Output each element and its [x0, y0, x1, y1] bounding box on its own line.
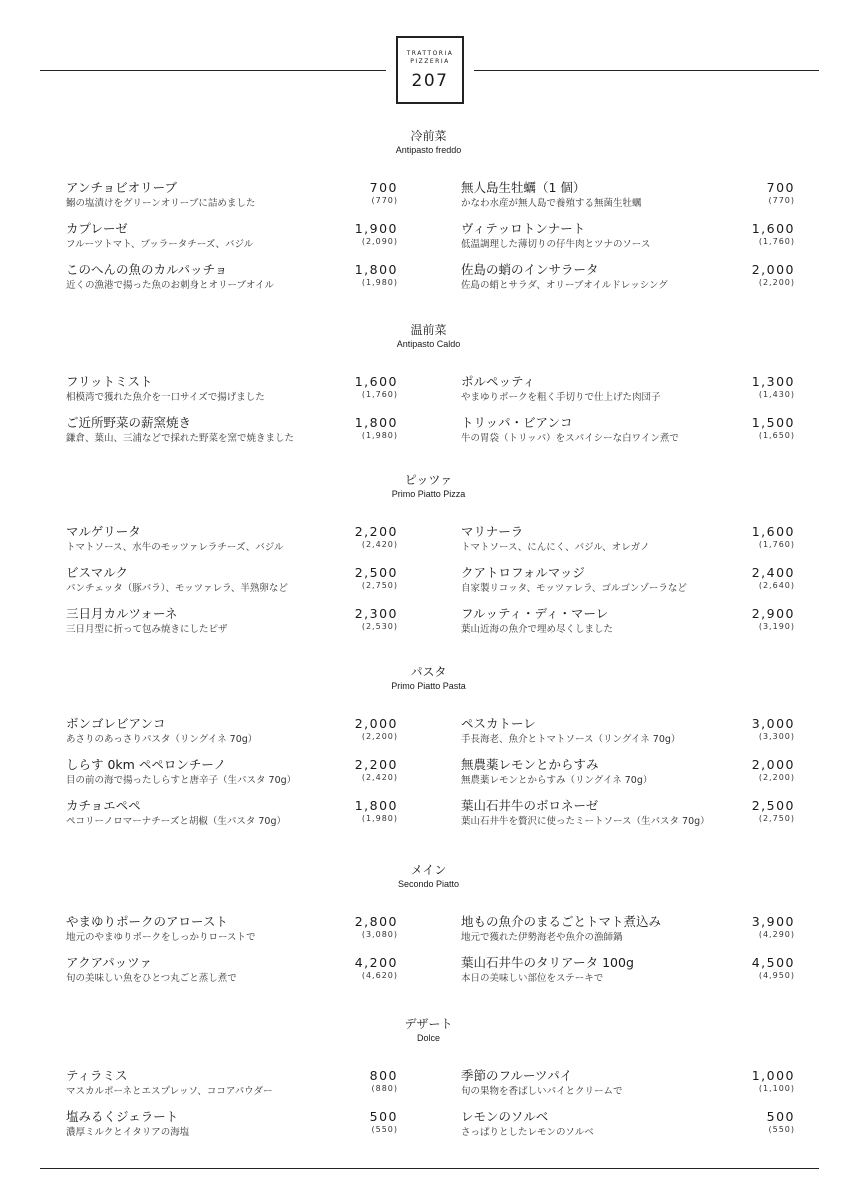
- menu-item: [66, 262, 398, 292]
- menu-item: [461, 180, 795, 210]
- menu-item-price: 2,200: [354, 757, 398, 772]
- menu-item-price-with-tax: (550): [371, 1125, 398, 1134]
- menu-item-name: 地もの魚介のまるごとトマト煮込み: [461, 914, 662, 929]
- menu-item-name: トリッパ・ビアンコ: [461, 415, 573, 430]
- menu-item-description: 手長海老、魚介とトマトソース（リングイネ 70g）: [461, 734, 681, 745]
- section-title-en: Dolce: [416, 1033, 440, 1043]
- logo-line-2: PIZZERIA: [410, 58, 450, 65]
- menu-item-price-with-tax: (2,750): [361, 581, 398, 590]
- menu-item-price-with-tax: (1,980): [361, 278, 398, 287]
- menu-item-name: カチョエペペ: [66, 798, 141, 813]
- menu-item: [66, 524, 398, 554]
- menu-item-price-with-tax: (1,650): [758, 431, 795, 440]
- header-rule-left: [40, 70, 386, 71]
- menu-item-name: やまゆりポークのアロースト: [66, 914, 228, 929]
- menu-item-price-with-tax: (1,760): [758, 237, 795, 246]
- menu-item-name: 無人島生牡蠣（1 個）: [461, 180, 586, 195]
- menu-item-price-with-tax: (2,750): [758, 814, 795, 823]
- menu-item-name: ヴィテッロトンナート: [461, 221, 586, 236]
- menu-item-price-with-tax: (2,200): [758, 278, 795, 287]
- menu-item-description: 低温調理した薄切りの仔牛肉とツナのソース: [461, 239, 651, 250]
- menu-item-price: 2,800: [354, 914, 398, 929]
- menu-item-description: 葉山石井牛を贅沢に使ったミートソース（生パスタ 70g）: [461, 816, 710, 827]
- menu-item-description: ペコリーノロマーナチーズと胡椒（生パスタ 70g）: [66, 816, 286, 827]
- menu-item-name: フリットミスト: [66, 374, 153, 389]
- menu-item-price: 2,400: [751, 565, 795, 580]
- menu-item-description: やまゆりポークを粗く手切りで仕上げた肉団子: [461, 392, 661, 403]
- section-title-en: Antipasto Caldo: [396, 339, 461, 349]
- menu-item-price-with-tax: (2,530): [361, 622, 398, 631]
- menu-item-price-with-tax: (550): [768, 1125, 795, 1134]
- menu-item-price-with-tax: (3,300): [758, 732, 795, 741]
- menu-item-name: 葉山石井牛のボロネーゼ: [461, 798, 599, 813]
- menu-item-price-with-tax: (1,760): [758, 540, 795, 549]
- menu-item-price: 1,600: [751, 524, 795, 539]
- menu-item-name: マリナーラ: [461, 524, 524, 539]
- menu-item: [461, 415, 795, 445]
- menu-item-price: 1,600: [354, 374, 398, 389]
- menu-item-description: さっぱりとしたレモンのソルベ: [461, 1127, 594, 1138]
- menu-item-description: 旬の果物を香ばしいパイとクリームで: [461, 1086, 623, 1097]
- menu-item-description: フルーツトマト、ブッラータチーズ、バジル: [66, 239, 254, 250]
- menu-item-price: 800: [369, 1068, 398, 1083]
- menu-item-price-with-tax: (1,980): [361, 431, 398, 440]
- menu-item-price: 2,000: [354, 716, 398, 731]
- menu-item-name: ティラミス: [66, 1068, 128, 1083]
- menu-item-price: 3,000: [751, 716, 795, 731]
- menu-item: [66, 1068, 398, 1098]
- section-title-en: Secondo Piatto: [397, 879, 460, 889]
- section-title-en: Antipasto freddo: [395, 145, 462, 155]
- menu-item-name: 季節のフルーツパイ: [461, 1068, 573, 1083]
- menu-item-price-with-tax: (880): [371, 1084, 398, 1093]
- section-title-jp: メイン: [410, 863, 447, 877]
- menu-item-name: レモンのソルベ: [461, 1109, 549, 1124]
- menu-item-price: 1,900: [354, 221, 398, 236]
- section-title-en: Primo Piatto Pizza: [391, 489, 466, 499]
- menu-item-name: アンチョビオリーブ: [66, 180, 178, 195]
- menu-item-price-with-tax: (4,620): [361, 971, 398, 980]
- section-title-jp: デザート: [404, 1017, 453, 1031]
- menu-item: [461, 757, 795, 787]
- menu-item: [66, 955, 398, 985]
- menu-item-description: 目の前の海で揚ったしらすと唐辛子（生パスタ 70g）: [66, 775, 297, 786]
- menu-item-description: かなわ水産が無人島で養殖する無菌生牡蠣: [461, 198, 642, 209]
- section-title-jp: 冷前菜: [410, 129, 447, 143]
- menu-item-description: 相模湾で獲れた魚介を一口サイズで揚げました: [66, 392, 265, 403]
- menu-item: [461, 374, 795, 404]
- menu-item-name: 三日月カルツォーネ: [66, 606, 178, 621]
- menu-item: [66, 565, 398, 595]
- menu-item-price-with-tax: (1,760): [361, 390, 398, 399]
- menu-item-description: 鰯の塩漬けをグリーンオリーブに詰めました: [66, 198, 256, 209]
- menu-item-name: このへんの魚のカルパッチョ: [66, 262, 228, 277]
- section-header: [0, 128, 857, 156]
- menu-item-price: 2,000: [751, 262, 795, 277]
- menu-item-name: ペスカトーレ: [461, 716, 536, 731]
- menu-item: [461, 1109, 795, 1139]
- menu-item-description: 旬の美味しい魚をひとつ丸ごと蒸し煮で: [66, 973, 237, 984]
- section-title-en: Primo Piatto Pasta: [391, 681, 466, 691]
- menu-item-price: 2,200: [354, 524, 398, 539]
- menu-item-description: 自家製リコッタ、モッツァレラ、ゴルゴンゾーラなど: [461, 583, 687, 594]
- menu-item: [66, 415, 398, 445]
- menu-item-price: 500: [369, 1109, 398, 1124]
- menu-item-price: 4,200: [354, 955, 398, 970]
- section-title-jp: ピッツァ: [404, 473, 453, 487]
- menu-item-name: カプレーゼ: [66, 221, 128, 236]
- header-rule-right: [474, 70, 819, 71]
- menu-item-price-with-tax: (4,950): [758, 971, 795, 980]
- menu-item: [66, 1109, 398, 1139]
- menu-item-price-with-tax: (1,980): [361, 814, 398, 823]
- menu-item-name: ビスマルク: [66, 565, 129, 580]
- menu-item-name: フルッティ・ディ・マーレ: [461, 606, 609, 621]
- menu-item-price-with-tax: (2,090): [361, 237, 398, 246]
- section-header: [0, 664, 857, 692]
- menu-item-description: あさりのあっさりパスタ（リングイネ 70g）: [66, 734, 258, 745]
- menu-item-name: 佐島の蛸のインサラータ: [461, 262, 599, 277]
- menu-item-name: アクアパッツァ: [66, 955, 153, 970]
- menu-item-name: マルゲリータ: [66, 524, 141, 539]
- menu-item: [461, 524, 795, 554]
- menu-item-price: 1,800: [354, 798, 398, 813]
- menu-item-price-with-tax: (2,420): [361, 540, 398, 549]
- menu-item-description: トマトソース、にんにく、バジル、オレガノ: [461, 542, 650, 553]
- menu-item-price: 1,800: [354, 415, 398, 430]
- menu-item-description: 無農薬レモンとからすみ（リングイネ 70g）: [461, 775, 653, 786]
- menu-item-price: 4,500: [751, 955, 795, 970]
- section-header: [0, 472, 857, 500]
- menu-item-description: 地元で獲れた伊勢海老や魚介の漁師鍋: [461, 932, 623, 943]
- menu-item-name: ご近所野菜の薪窯焼き: [66, 415, 192, 430]
- menu-item-price: 2,900: [751, 606, 795, 621]
- section-header: [0, 322, 857, 350]
- menu-item-name: ポルペッティ: [461, 374, 536, 389]
- section-title-jp: パスタ: [410, 665, 447, 679]
- menu-item: [66, 606, 398, 636]
- logo-number: 207: [411, 71, 449, 91]
- menu-item-price-with-tax: (770): [371, 196, 398, 205]
- menu-item-price: 2,500: [751, 798, 795, 813]
- menu-item-description: 鎌倉、葉山、三浦などで採れた野菜を窯で焼きました: [66, 433, 295, 444]
- menu-item-description: 濃厚ミルクとイタリアの海塩: [66, 1127, 190, 1138]
- menu-item-price-with-tax: (3,080): [361, 930, 398, 939]
- menu-item: [66, 914, 398, 944]
- menu-item-description: 近くの漁港で揚った魚のお刺身とオリーブオイル: [66, 280, 274, 291]
- menu-item-name: しらす 0km ペペロンチーノ: [66, 757, 227, 772]
- menu-item-price-with-tax: (2,200): [361, 732, 398, 741]
- menu-item-description: 本日の美味しい部位をステーキで: [461, 973, 604, 984]
- menu-item-description: マスカルポーネとエスプレッソ、ココアパウダー: [66, 1086, 273, 1097]
- menu-item-price: 2,300: [354, 606, 398, 621]
- menu-item: [66, 180, 398, 210]
- menu-item-description: パンチェッタ（豚バラ）、モッツァレラ、半熟卵など: [66, 583, 288, 594]
- menu-item-description: 牛の胃袋（トリッパ）をスパイシーな白ワイン煮で: [461, 433, 679, 444]
- menu-item-price-with-tax: (770): [768, 196, 795, 205]
- menu-item-description: 葉山近海の魚介で埋め尽くしました: [461, 624, 614, 635]
- section-title-jp: 温前菜: [410, 323, 447, 337]
- menu-item-description: 三日月型に折って包み焼きにしたピザ: [66, 624, 228, 635]
- menu-item: [66, 374, 398, 404]
- restaurant-logo: [396, 36, 464, 104]
- menu-item: [66, 757, 398, 787]
- menu-item-price-with-tax: (2,420): [361, 773, 398, 782]
- menu-item-price: 1,000: [751, 1068, 795, 1083]
- menu-item: [461, 262, 795, 292]
- menu-item-name: ボンゴレビアンコ: [66, 716, 166, 731]
- menu-item-price: 700: [369, 180, 398, 195]
- menu-item-price: 1,800: [354, 262, 398, 277]
- menu-item-price-with-tax: (4,290): [758, 930, 795, 939]
- menu-item-description: トマトソース、水牛のモッツァレラチーズ、バジル: [66, 542, 284, 553]
- menu-item: [461, 955, 795, 985]
- menu-item: [461, 606, 795, 636]
- menu-item-price: 700: [766, 180, 795, 195]
- menu-item-description: 佐島の蛸とサラダ、オリーブオイルドレッシング: [461, 280, 668, 291]
- menu-item: [461, 1068, 795, 1098]
- menu-item-description: 地元のやまゆりポークをしっかりローストで: [66, 932, 256, 943]
- section-header: [0, 1016, 857, 1044]
- menu-item-name: 塩みるくジェラート: [66, 1109, 179, 1124]
- menu-item-price: 1,300: [751, 374, 795, 389]
- logo-line-1: TRATTORIA: [406, 50, 454, 57]
- menu-item-price: 500: [766, 1109, 795, 1124]
- menu-item: [66, 221, 398, 251]
- menu-item-price: 2,500: [354, 565, 398, 580]
- menu-item: [66, 798, 398, 828]
- menu-item: [461, 716, 795, 746]
- menu-item-name: クアトロフォルマッジ: [461, 565, 585, 580]
- menu-item-price-with-tax: (3,190): [758, 622, 795, 631]
- menu-item-price-with-tax: (1,430): [758, 390, 795, 399]
- menu-item-price: 2,000: [751, 757, 795, 772]
- menu-item-price: 1,500: [751, 415, 795, 430]
- menu-item-price-with-tax: (2,200): [758, 773, 795, 782]
- section-header: [0, 862, 857, 890]
- menu-item-price: 3,900: [751, 914, 795, 929]
- menu-item: [461, 221, 795, 251]
- menu-item-name: 無農薬レモンとからすみ: [461, 757, 599, 772]
- menu-item: [461, 914, 795, 944]
- menu-item-price: 1,600: [751, 221, 795, 236]
- menu-item-name: 葉山石井牛のタリアータ 100g: [461, 955, 634, 970]
- menu-item-price-with-tax: (1,100): [758, 1084, 795, 1093]
- footer-rule: [40, 1168, 819, 1169]
- menu-item: [66, 716, 398, 746]
- menu-item: [461, 798, 795, 828]
- menu-item-price-with-tax: (2,640): [758, 581, 795, 590]
- menu-item: [461, 565, 795, 595]
